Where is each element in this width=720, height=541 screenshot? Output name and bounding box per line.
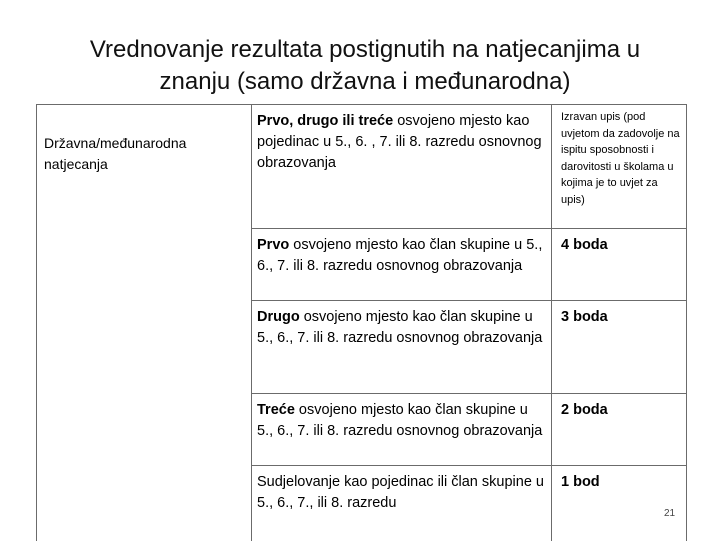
achievement-desc: osvojeno mjesto kao član skupine u 5., 6., 7. ili 8. razredu osnovnog obrazovanja [257, 309, 543, 346]
achievement-lead: Drugo [257, 309, 300, 325]
table-row [37, 105, 687, 229]
points-cell: 1 bod [552, 466, 687, 541]
page-number: 21 [664, 508, 676, 519]
achievement-lead: Prvo, drugo ili treće [257, 113, 394, 129]
achievement-desc: Sudjelovanje kao pojedinac ili član skupine u 5., 6., 7., ili 8. razredu [257, 474, 544, 511]
achievement-desc: osvojeno mjesto kao član skupine u 5., 6., 7. ili 8. razredu osnovnog obrazovanja [257, 402, 543, 439]
points-cell: 2 boda [552, 394, 687, 466]
achievement-lead: Treće [257, 402, 295, 418]
competition-points-table [36, 104, 687, 541]
achievement-cell [252, 105, 552, 229]
slide-title-line-2: znanju (samo državna i međunarodna) [159, 68, 571, 95]
slide-title-line-1: Vrednovanje rezultata postignutih na natjecanjima u [89, 36, 641, 63]
points-cell: 3 boda [552, 301, 687, 394]
achievement-cell [252, 229, 552, 301]
slide-title [40, 34, 690, 98]
achievement-cell [252, 466, 552, 541]
achievement-lead: Prvo [257, 237, 290, 253]
competition-type-cell: Državna/međunarodna natjecanja [37, 105, 252, 541]
achievement-cell [252, 394, 552, 466]
achievement-desc: osvojeno mjesto kao član skupine u 5., 6., 7. ili 8. razredu osnovnog obrazovanja [257, 237, 543, 274]
points-cell: Izravan upis (pod uvjetom da zadovolje na ispitu sposobnosti i darovitosti u školama u kojima je to uvjet za upis) [552, 105, 687, 229]
achievement-desc: osvojeno mjesto kao pojedinac u 5., 6. , 7. ili 8. razredu osnovnog obrazovanja [257, 113, 542, 171]
achievement-cell [252, 301, 552, 394]
points-cell: 4 boda [552, 229, 687, 301]
